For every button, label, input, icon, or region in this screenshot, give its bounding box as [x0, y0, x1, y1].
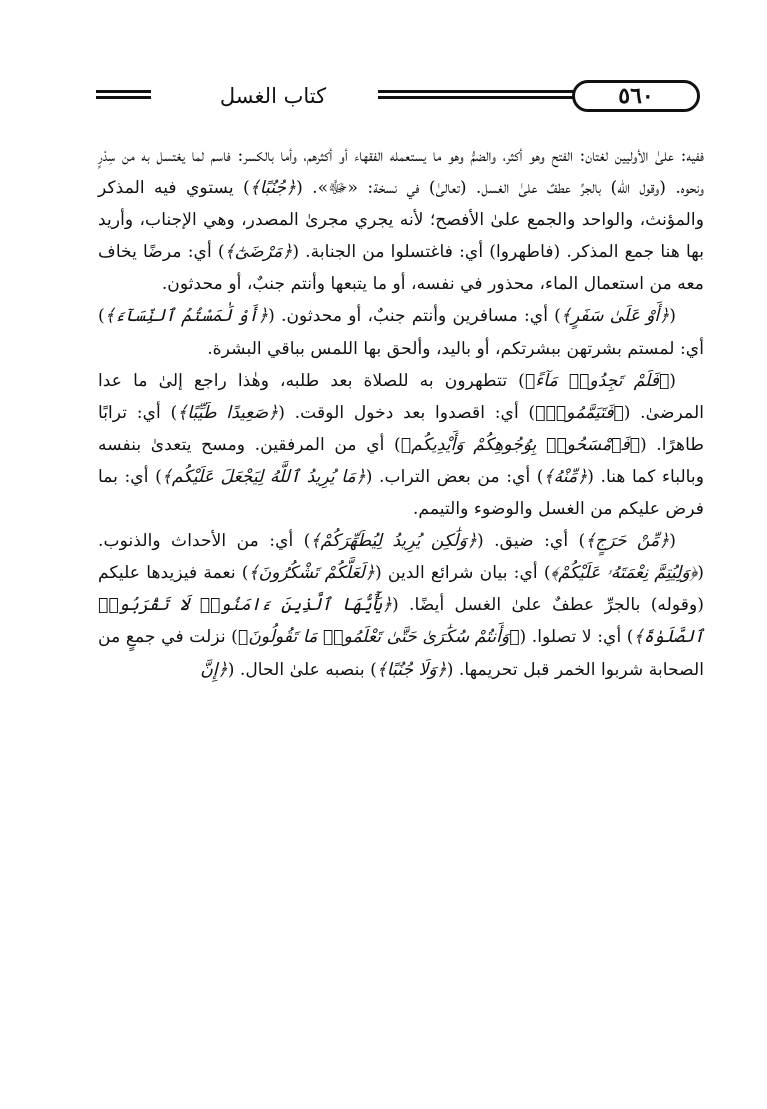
- quran-quote: ﴿مَرْضَىٰٓ﴾: [224, 242, 293, 263]
- commentary-text: ) أي: من بعض التراب. (: [365, 466, 544, 487]
- chapter-title: كتاب الغسل: [219, 84, 327, 108]
- quran-quote: ﴿جُنُبًا﴾: [249, 178, 297, 199]
- commentary-text: ) أي من المرفقين. ومسح يتعدىٰ بنفسه وبالباء كما هنا. (: [98, 434, 705, 487]
- quran-quote: ﴿مَا يُرِيدُ ٱللَّهُ لِيَجْعَلَ عَلَيْكُم﴾: [161, 466, 366, 487]
- header-rule-left: [96, 90, 151, 102]
- paragraph: [98, 140, 704, 300]
- quran-quote: ﴿وَلَا جُنُبًا﴾: [376, 659, 447, 680]
- page-header: [96, 78, 702, 118]
- paragraph: [98, 365, 704, 525]
- commentary-text: ) بنصبه علىٰ الحال. (: [227, 659, 377, 680]
- commentary-text: ) نعمة فيزيدها عليكم (وقوله) بالجرِّ عطفٌ علىٰ الغسل أيضًا. (: [98, 563, 704, 616]
- quran-quote: ﴿وَلِيُتِمَّ نِعْمَتَهُۥ عَلَيْكُمْ﴾: [550, 563, 698, 584]
- commentary-text: ) نزلت في جمعٍ من الصحابة شربوا الخمر قبل تحريمها. (: [98, 627, 704, 680]
- commentary-text: ) أي: ترابًا طاهرًا. (: [98, 402, 705, 455]
- commentary-text: ) أي: لمستم بشرتهن ببشرتكم، أو باليد، وألحق بها اللمس بباقي البشرة.: [98, 306, 704, 359]
- quran-quote: ﴿مِّنْ حَرَجٍ﴾: [585, 531, 670, 552]
- commentary-text: ) يستوي فيه المذكر والمؤنث، والواحد والجمع علىٰ الأفصح؛ لأنه يجري مجرىٰ المصدر، وهي الإجناب، وأريد بها هنا جمع المذكر. (فاطهروا) أي: فاغتسلوا من الجنابة. (: [98, 178, 704, 263]
- commentary-text: ) أي: من الأحداث والذنوب. (: [98, 531, 704, 584]
- paragraph: [98, 525, 704, 685]
- commentary-text: ففيه: علىٰ الأوليين لغتان: الفتح وهو أكثر، والضمُّ وهو ما يستعمله الفقهاء أو أكثرهم، وأما بالكسر: فاسم لما يغتسل به من سِدْرٍ ونحوه. (وقول الله) بالجرِّ عطفٌ علىٰ الغسل. (تعالىٰ) في نسخة: «ﷻ». (: [98, 146, 705, 199]
- commentary-text: ) أي: ضيق. (: [477, 531, 586, 552]
- commentary-text: ) أي: مرضًا يخاف معه من استعمال الماء، محذور في نفسه، أو ما يتبعها وأنتم جنبٌ، أو محدثون.: [98, 242, 704, 295]
- quran-quote: ﴿وَلَٰكِن يُرِيدُ لِيُطَهِّرَكُمْ﴾: [310, 531, 478, 552]
- commentary-text: ) أي: بيان شرائع الدين (: [374, 563, 551, 584]
- quran-quote: ﴿لَعَلَّكُمْ تَشْكُرُونَ﴾: [248, 563, 375, 584]
- quran-quote: ﴿فَٱمْسَحُوا۟ بِوُجُوهِكُمْ وَأَيْدِيكُم﴾: [400, 434, 640, 455]
- quran-quote: ﴿فَلَمْ تَجِدُوا۟ مَآءً﴾: [524, 370, 670, 391]
- quran-quote: ﴿أَوْ لَٰمَسْتُمُ ٱلنِّسَآءَ﴾: [104, 306, 269, 327]
- quran-quote: ﴿وَأَنتُمْ سُكَٰرَىٰ حَتَّىٰ تَعْلَمُوا۟ مَا تَقُولُونَ﴾: [237, 627, 520, 648]
- commentary-text: ) أي: اقصدوا بعد دخول الوقت. (: [278, 402, 536, 423]
- commentary-text: (: [669, 306, 676, 327]
- commentary-text: ) أي: بما فرض عليكم من الغسل والوضوء والتيمم.: [98, 466, 704, 520]
- paragraph: [98, 300, 704, 364]
- body-text: [98, 140, 704, 686]
- commentary-text: ) أي: مسافرين وأنتم جنبٌ، أو محدثون. (: [268, 306, 561, 327]
- commentary-text: ) أي: لا تصلوا. (: [519, 627, 634, 648]
- quran-quote: ﴿صَعِيدًا طَيِّبًا﴾: [177, 402, 279, 423]
- commentary-text: ) تتطهرون به للصلاة بعد طلبه، وهٰذا راجع إلىٰ ما عدا المرضىٰ. (: [98, 370, 704, 423]
- quran-quote: ﴿أَوْ عَلَىٰ سَفَرٍ﴾: [560, 306, 670, 327]
- quran-quote: ﴿يَٰٓأَيُّهَا ٱلَّذِينَ ءَامَنُوا۟ لَا تَقْرَبُوا۟ ٱلصَّلَوٰةَ﴾: [98, 595, 704, 648]
- quran-quote: ﴿فَتَيَمَّمُوا۟﴾: [535, 402, 624, 423]
- commentary-text: (: [669, 370, 676, 391]
- commentary-text: (: [669, 531, 676, 552]
- quran-quote: ﴿مِّنْهُ﴾: [543, 466, 588, 487]
- page-number: ٥٦٠: [572, 80, 700, 112]
- quran-quote: ﴿إِنَّ: [200, 659, 228, 680]
